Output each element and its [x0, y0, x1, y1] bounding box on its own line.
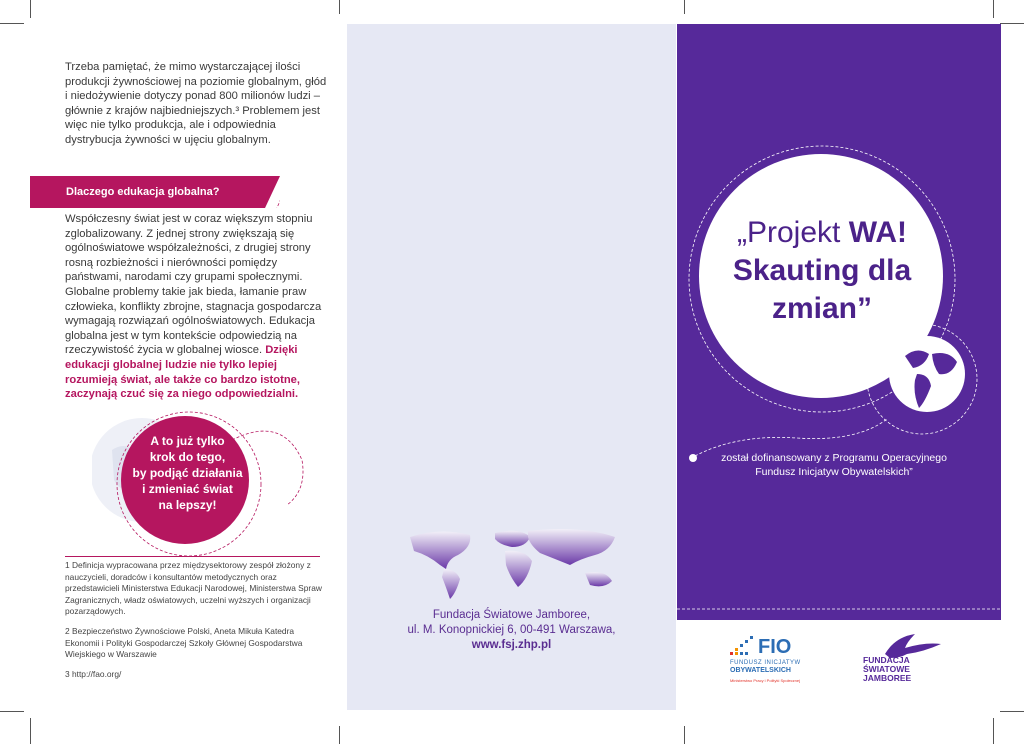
- cta-line: by podjąć działania: [132, 466, 243, 480]
- crop-mark: [30, 0, 31, 18]
- fsj-line: FUNDACJA: [863, 655, 910, 665]
- footnote: 2 Bezpieczeństwo Żywnościowe Polski, Aneta Mikuła Katedra Ekonomii i Polityki Gospodarczej Szkoły Głównej Gospodarstwa Wiejskiego w Warszawie: [65, 625, 303, 660]
- fsj-logo: [855, 632, 950, 692]
- cta-line: krok do tego,: [149, 450, 226, 464]
- title-line: Skauting dla: [732, 254, 912, 287]
- crop-mark: [993, 0, 994, 18]
- fio-dots-icon: [730, 636, 756, 658]
- cta-text: [125, 433, 250, 513]
- footnote: 1 Definicja wypracowana przez międzysektorowy zespół złożony z nauczycieli, doradców i konsultantów metodycznych oraz przedstawicieli Ministerstwa Edukacji Narodowej, Ministerstwa Spraw Zagranicznych, władz oświatowych, uczelni wyższych i organizacji pozarządowych.: [65, 560, 322, 617]
- crop-mark: [339, 0, 340, 14]
- body-emphasis: Dzięki edukacji globalnej ludzie nie tylko lepiej rozumieją świat, ale także co bardzo istotne, zaczynają czuć się za niego odpowiedzialni.: [65, 344, 301, 401]
- body-paragraph: [65, 212, 327, 402]
- fio-line: FUNDUSZ INICJATYW: [730, 660, 801, 666]
- org-address: ul. M. Konopnickiej 6, 00-491 Warszawa,: [407, 624, 616, 636]
- title-light: „Projekt: [736, 216, 849, 249]
- funding-note: [694, 452, 974, 479]
- footnote[interactable]: 3 http://fao.org/: [65, 668, 122, 679]
- crop-mark: [993, 718, 994, 744]
- section-heading: Dlaczego edukacja globalna?: [66, 186, 220, 198]
- title-bold: WA!: [848, 216, 908, 249]
- fio-mark: FIO: [758, 636, 792, 658]
- cover-title: [695, 214, 949, 328]
- website-link[interactable]: www.fsj.zhp.pl: [471, 639, 552, 651]
- crop-mark: [339, 726, 340, 744]
- cta-line: i zmieniać świat: [142, 482, 233, 496]
- fsj-line: ŚWIATOWE: [863, 664, 910, 674]
- funding-line: Fundusz Inicjatyw Obywatelskich”: [755, 465, 913, 478]
- world-map-icon: [400, 525, 635, 600]
- address-block: [347, 608, 676, 653]
- footnotes: [65, 560, 327, 688]
- body-text: Współczesny świat jest w coraz większym stopniu zglobalizowany. Z jednej strony zwiększają się ogólnoświatowe współzależności, z drugiej strony rosną rozbieżności i nierówności pomiędzy państwami, narodami czy grupami społecznymi. Globalne problemy takie jak bieda, łamanie praw człowieka, konflikty zbrojne, stagnacja gospodarcza wymagają rozwiązań ogólnoświatowych. Edukacja globalna jest w tym kontekście odpowiedzią na rzeczywistość życia w globalnej wiosce.: [65, 213, 322, 357]
- cta-line: na lepszy!: [158, 498, 217, 512]
- fio-line: Ministerstwo Pracy i Polityki Społecznej: [730, 678, 801, 683]
- crop-mark: [30, 718, 31, 744]
- title-line: zmian”: [771, 292, 873, 325]
- crop-mark: [1000, 23, 1024, 24]
- org-name: Fundacja Światowe Jamboree,: [432, 609, 591, 621]
- funding-line: został dofinansowany z Programu Operacyjnego: [721, 452, 947, 464]
- intro-paragraph: Trzeba pamiętać, że mimo wystarczającej ilości produkcji żywnościowej na poziomie globalnym, głód i niedożywienie dotyczy ponad 800 milionów ludzi – głównie z krajów najbiedniejszych.³ Problemem jest więc nie tylko produkcja, ale i odpowiednia dystrybucja żywności w ujęciu globalnym.: [65, 61, 327, 146]
- crop-mark: [1000, 711, 1024, 712]
- crop-mark: [684, 0, 685, 14]
- footnote-divider: [65, 556, 320, 557]
- fio-logo: [730, 636, 820, 686]
- crop-mark: [0, 23, 24, 24]
- crop-mark: [0, 711, 24, 712]
- crop-mark: [684, 726, 685, 744]
- cta-line: A to już tylko: [150, 434, 225, 448]
- fio-line: OBYWATELSKICH: [730, 667, 791, 674]
- fsj-text: [863, 655, 912, 683]
- fsj-line: JAMBOREE: [863, 673, 912, 683]
